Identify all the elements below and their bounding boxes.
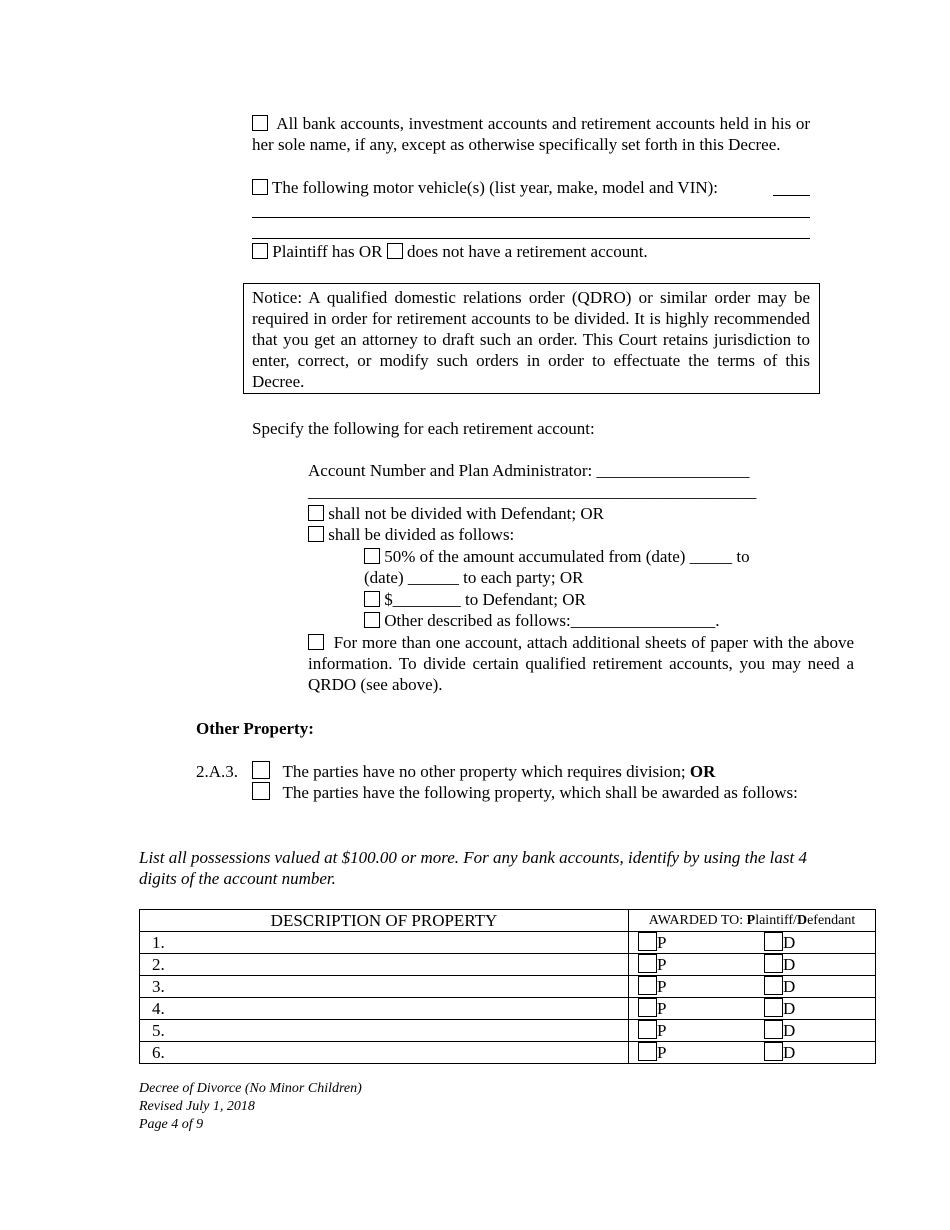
more-accounts-item — [308, 632, 854, 695]
defendant-label: D — [783, 999, 796, 1018]
fifty-percent-checkbox[interactable] — [364, 548, 380, 564]
bank-accounts-checkbox[interactable] — [252, 115, 268, 131]
dollar-amount-text: $________ to Defendant; OR — [384, 590, 586, 609]
footer-revised-date: Revised July 1, 2018 — [139, 1099, 255, 1114]
other-described-item — [364, 610, 719, 631]
not-divided-item — [308, 503, 604, 524]
specify-text: Specify the following for each retirement account: — [252, 419, 595, 438]
property-description-cell[interactable]: 1. — [140, 932, 629, 954]
following-property-checkbox[interactable] — [252, 782, 270, 800]
defendant-checkbox[interactable] — [764, 976, 783, 995]
property-description-cell[interactable]: 3. — [140, 976, 629, 998]
does-not-have-checkbox[interactable] — [387, 243, 403, 259]
plaintiff-checkbox[interactable] — [638, 976, 657, 995]
does-not-have-text: does not have a retirement account. — [406, 242, 648, 261]
more-accounts-text: For more than one account, attach additional sheets of paper with the above information. To divide certain qualified retirement accounts, you may need a QRDO (see above). — [308, 633, 854, 694]
following-property-item — [252, 782, 810, 803]
plaintiff-label: P — [657, 955, 667, 974]
other-property-heading: Other Property: — [196, 719, 314, 738]
not-divided-text: shall not be divided with Defendant; OR — [328, 504, 604, 523]
no-other-property-item — [252, 761, 715, 782]
plaintiff-has-text: Plaintiff has OR — [272, 242, 383, 261]
following-property-text: The parties have the following property, which shall be awarded as follows: — [282, 783, 798, 802]
not-divided-checkbox[interactable] — [308, 505, 324, 521]
plaintiff-label: P — [657, 999, 667, 1018]
property-description-cell[interactable]: 4. — [140, 998, 629, 1020]
table-row — [140, 932, 876, 954]
property-description-cell[interactable]: 2. — [140, 954, 629, 976]
dollar-amount-checkbox[interactable] — [364, 591, 380, 607]
property-table — [139, 909, 876, 1064]
other-described-checkbox[interactable] — [364, 612, 380, 628]
plaintiff-checkbox[interactable] — [638, 998, 657, 1017]
defendant-checkbox[interactable] — [764, 932, 783, 951]
defendant-label: D — [783, 933, 796, 952]
defendant-label: D — [783, 1021, 796, 1040]
defendant-label: D — [783, 977, 796, 996]
account-number-blank-line[interactable]: ______________________________________________________ — [308, 482, 757, 501]
table-row — [140, 1042, 876, 1064]
plaintiff-label: P — [657, 1021, 667, 1040]
defendant-label: D — [783, 955, 796, 974]
defendant-label: D — [783, 1043, 796, 1062]
motor-vehicle-item — [252, 177, 812, 198]
footer-document-title: Decree of Divorce (No Minor Children) — [139, 1081, 362, 1096]
divided-checkbox[interactable] — [308, 526, 324, 542]
defendant-checkbox[interactable] — [764, 998, 783, 1017]
fifty-percent-item — [364, 546, 750, 567]
plaintiff-checkbox[interactable] — [638, 954, 657, 973]
property-description-cell[interactable]: 5. — [140, 1020, 629, 1042]
plaintiff-checkbox[interactable] — [638, 932, 657, 951]
motor-vehicle-blank-1[interactable] — [773, 195, 810, 196]
plaintiff-checkbox[interactable] — [638, 1042, 657, 1061]
divided-text: shall be divided as follows: — [328, 525, 515, 544]
qdro-notice-box: Notice: A qualified domestic relations order (QDRO) or similar order may be required in order for retirement accounts to be divided. It is highly recommended that you get an attorney to draft such an order. This Court retains jurisdiction to enter, correct, or modify such orders in order to effectuate the terms of this Decree. — [243, 283, 820, 394]
bank-accounts-text: All bank accounts, investment accounts and retirement accounts held in his or her sole name, if any, except as otherwise specifically set forth in this Decree. — [252, 114, 810, 154]
plaintiff-label: P — [657, 977, 667, 996]
defendant-checkbox[interactable] — [764, 1020, 783, 1039]
motor-vehicle-blank-3[interactable] — [252, 238, 810, 239]
plaintiff-has-checkbox[interactable] — [252, 243, 268, 259]
plaintiff-checkbox[interactable] — [638, 1020, 657, 1039]
account-number-field[interactable]: Account Number and Plan Administrator: __________________ — [308, 461, 750, 480]
awarded-column-header: AWARDED TO: Plaintiff/Defendant — [629, 910, 876, 932]
plaintiff-label: P — [657, 1043, 667, 1062]
no-other-property-checkbox[interactable] — [252, 761, 270, 779]
fifty-percent-text-2: (date) ______ to each party; OR — [364, 568, 584, 587]
plaintiff-label: P — [657, 933, 667, 952]
other-described-text: Other described as follows:_________________. — [384, 611, 720, 630]
divided-item — [308, 524, 514, 545]
table-row — [140, 954, 876, 976]
dollar-amount-item — [364, 589, 586, 610]
table-header-row — [140, 910, 876, 932]
table-row — [140, 1020, 876, 1042]
more-accounts-checkbox[interactable] — [308, 634, 324, 650]
page-footer — [139, 1080, 362, 1134]
description-column-header: DESCRIPTION OF PROPERTY — [140, 910, 629, 932]
table-row — [140, 976, 876, 998]
table-row — [140, 998, 876, 1020]
bank-accounts-item — [252, 113, 810, 155]
defendant-checkbox[interactable] — [764, 954, 783, 973]
fifty-percent-text-1: 50% of the amount accumulated from (date) _____ to — [384, 547, 750, 566]
section-number: 2.A.3. — [196, 762, 239, 781]
retirement-account-item — [252, 241, 648, 262]
no-other-property-text: The parties have no other property which requires division; — [282, 762, 686, 781]
defendant-checkbox[interactable] — [764, 1042, 783, 1061]
possessions-instructions: List all possessions valued at $100.00 or more. For any bank accounts, identify by using the last 4 digits of the account number. — [139, 848, 807, 888]
property-description-cell[interactable]: 6. — [140, 1042, 629, 1064]
motor-vehicle-text: The following motor vehicle(s) (list year, make, model and VIN): — [271, 178, 719, 197]
or-word: OR — [689, 762, 716, 781]
motor-vehicle-checkbox[interactable] — [252, 179, 268, 195]
footer-page-number: Page 4 of 9 — [139, 1117, 204, 1132]
motor-vehicle-blank-2[interactable] — [252, 217, 810, 218]
